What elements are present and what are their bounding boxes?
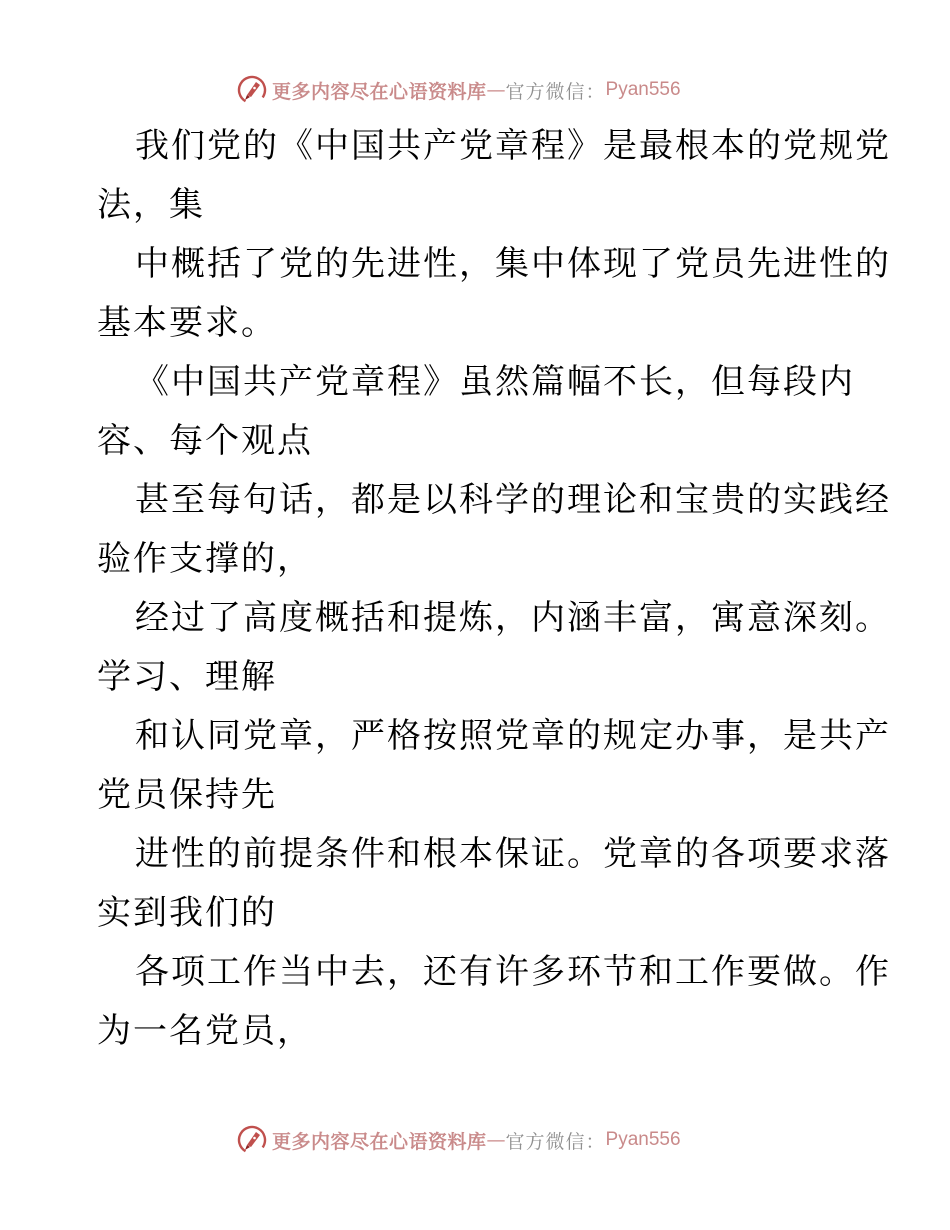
watermark-dash: — — [486, 79, 506, 101]
paragraph-line: 实到我们的 — [97, 893, 277, 933]
header-watermark — [236, 73, 681, 107]
paragraph-line: 中概括了党的先进性，集中体现了党员先进性的 — [135, 244, 891, 284]
watermark-label: 官方微信： — [505, 1130, 606, 1153]
paragraph-line: 甚至每句话，都是以科学的理论和宝贵的实践经 — [135, 480, 891, 520]
paragraph-line: 各项工作当中去，还有许多环节和工作要做。作 — [135, 952, 891, 992]
paragraph-line: 我们党的《中国共产党章程》是最根本的党规党 — [135, 126, 891, 166]
paragraph-line: 和认同党章，严格按照党章的规定办事，是共产 — [135, 716, 891, 756]
paragraph-line: 法，集 — [97, 185, 205, 225]
paragraph-line: 进性的前提条件和根本保证。党章的各项要求落 — [135, 834, 891, 874]
paragraph-line: 基本要求。 — [97, 303, 277, 343]
watermark-label: 官方微信： — [505, 80, 606, 103]
watermark-wechat-id: Pyan556 — [605, 79, 681, 100]
paragraph-line: 《中国共产党章程》虽然篇幅不长，但每段内 — [135, 362, 855, 402]
paragraph-line: 学习、理解 — [97, 657, 277, 697]
watermark-wechat-id: Pyan556 — [605, 1129, 681, 1150]
paragraph-line: 经过了高度概括和提炼，内涵丰富，寓意深刻。 — [135, 598, 891, 638]
watermark-dash: — — [486, 1129, 506, 1151]
document-body — [97, 117, 891, 1061]
paragraph-line: 容、每个观点 — [97, 421, 313, 461]
watermark-title: 更多内容尽在心语资料库 — [272, 1130, 487, 1153]
pen-nib-logo-icon — [236, 1124, 268, 1156]
pen-nib-logo-icon — [236, 74, 268, 106]
footer-watermark — [236, 1123, 681, 1157]
paragraph-line: 验作支撑的， — [97, 539, 313, 579]
paragraph-line: 党员保持先 — [97, 775, 277, 815]
paragraph-line: 为一名党员， — [97, 1011, 313, 1051]
watermark-title: 更多内容尽在心语资料库 — [272, 80, 487, 103]
